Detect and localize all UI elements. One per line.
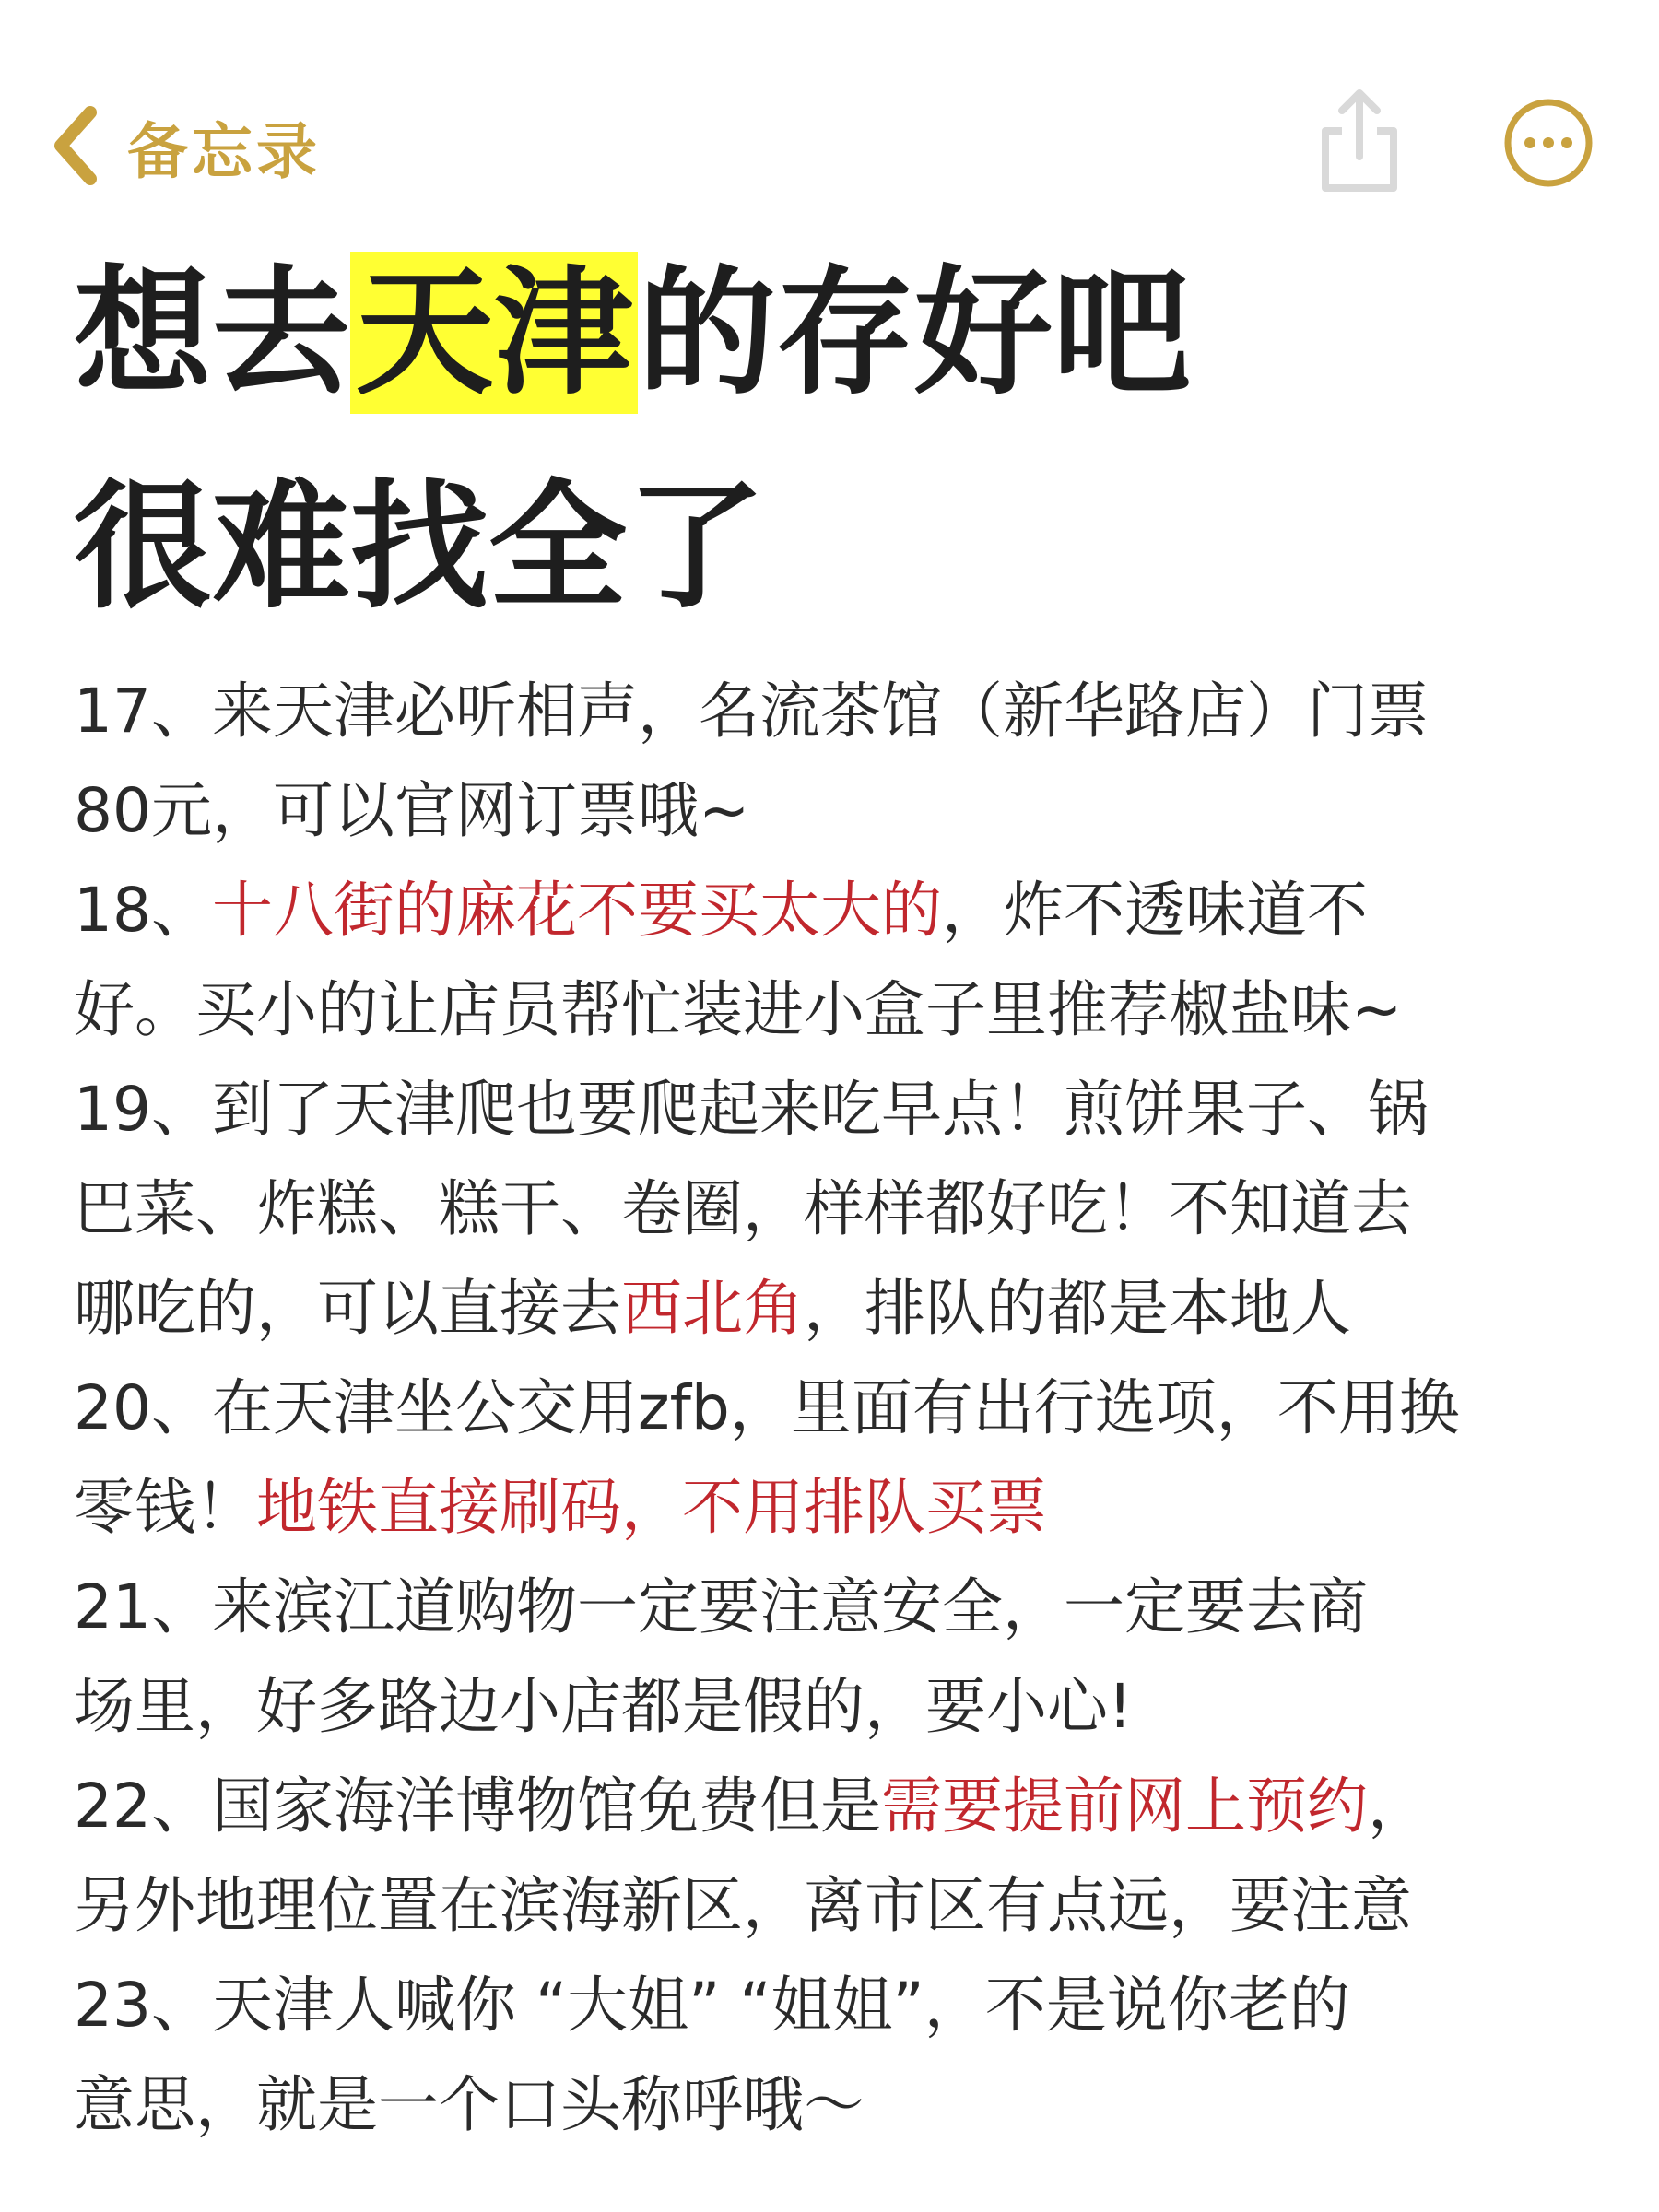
emphasis-text: 需要提前网上预约 bbox=[880, 1771, 1368, 1841]
tip-23-line-2: 意思，就是一个口头称呼哦～ bbox=[74, 2069, 865, 2140]
title-line-2: 很难找全了 bbox=[74, 465, 766, 628]
emphasis-text: 十八街的麻花不要买太大的 bbox=[211, 875, 942, 946]
note-title bbox=[74, 226, 1604, 653]
tip-number: 18、 bbox=[74, 875, 212, 946]
emphasis-text: 地铁直接刷码，不用排队买票 bbox=[256, 1472, 1047, 1543]
share-button[interactable] bbox=[1309, 85, 1410, 195]
tip-text: ，炸不透味道不 bbox=[941, 875, 1368, 946]
note-body bbox=[74, 662, 1604, 2155]
back-label: 备忘录 bbox=[127, 115, 321, 187]
more-icon bbox=[1502, 97, 1594, 189]
tip-19-line-1: 19、到了天津爬也要爬起来吃早点！煎饼果子、锅 bbox=[74, 1074, 1429, 1145]
tip-21-line-2: 场里，好多路边小店都是假的，要小心! bbox=[74, 1671, 1133, 1742]
tip-18-line-1 bbox=[74, 861, 1604, 960]
tip-20-line-2 bbox=[74, 1458, 1604, 1558]
back-button[interactable] bbox=[46, 100, 321, 192]
tip-19-line-3 bbox=[74, 1259, 1604, 1359]
chevron-left-icon bbox=[46, 100, 111, 192]
tip-18-line-2: 好。买小的让店员帮忙装进小盒子里推荐椒盐味~ bbox=[74, 974, 1403, 1045]
tip-22-line-1 bbox=[74, 1757, 1604, 1856]
tip-text: 哪吃的，可以直接去 bbox=[74, 1273, 621, 1344]
tip-text: ， bbox=[1367, 1771, 1429, 1841]
tip-21-line-1: 21、来滨江道购物一定要注意安全，一定要去商 bbox=[74, 1571, 1368, 1642]
tip-text: 零钱！ bbox=[74, 1472, 256, 1543]
tip-text: 22、国家海洋博物馆免费但是 bbox=[74, 1771, 881, 1841]
title-text: 的存好吧 bbox=[638, 252, 1192, 414]
tip-17-line-1: 17、来天津必听相声，名流茶馆（新华路店）门票 bbox=[74, 676, 1429, 747]
tip-17-line-2: 80元，可以官网订票哦~ bbox=[74, 775, 750, 846]
tip-23-line-1: 23、天津人喊你 “大姐” “姐姐”，不是说你老的 bbox=[74, 1970, 1350, 2041]
tip-20-line-1: 20、在天津坐公交用zfb，里面有出行选项，不用换 bbox=[74, 1372, 1460, 1443]
tip-text: ，排队的都是本地人 bbox=[804, 1273, 1351, 1344]
title-highlight: 天津 bbox=[350, 252, 638, 414]
tip-19-line-2: 巴菜、炸糕、糕干、卷圈，样样都好吃！不知道去 bbox=[74, 1173, 1412, 1244]
more-options-button[interactable] bbox=[1502, 97, 1594, 189]
title-text: 想去 bbox=[74, 252, 351, 414]
emphasis-text: 西北角 bbox=[621, 1273, 804, 1344]
title-line-1 bbox=[74, 226, 1604, 440]
share-icon bbox=[1309, 85, 1410, 195]
tip-22-line-2: 另外地理位置在滨海新区，离市区有点远，要注意 bbox=[74, 1870, 1412, 1941]
